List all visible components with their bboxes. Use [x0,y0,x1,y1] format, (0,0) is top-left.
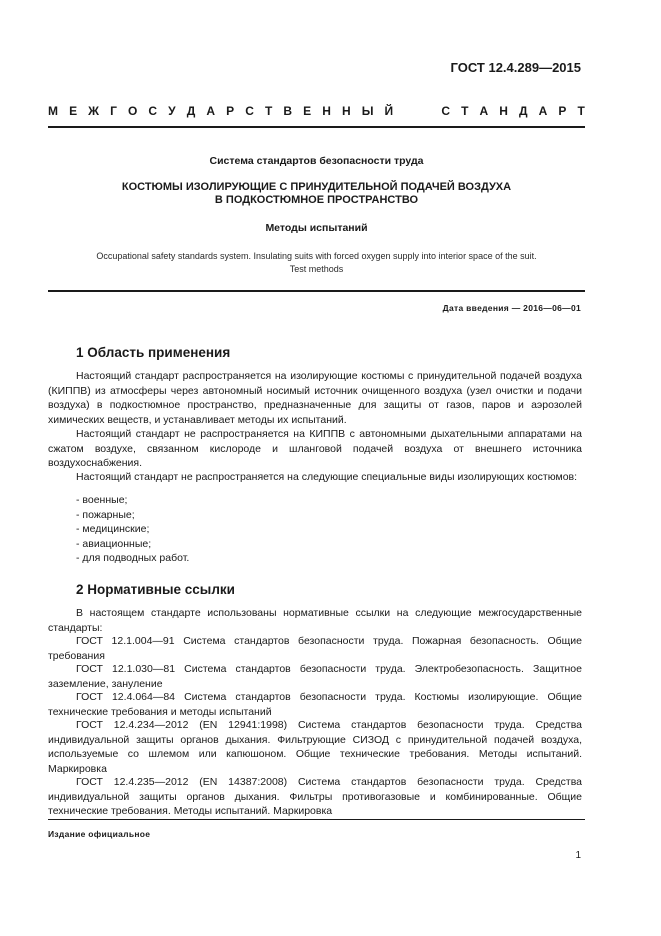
main-title-line1: КОСТЮМЫ ИЗОЛИРУЮЩИЕ С ПРИНУДИТЕЛЬНОЙ ПОДАЧЕЙ ВОЗДУХА [121,181,512,193]
list-item: - медицинские; [76,523,150,535]
methods-subtitle: Методы испытаний [265,222,368,234]
reference-gost-12-4-234: ГОСТ 12.4.234—2012 (EN 12941:1998) Система стандартов безопасности труда. Средства индивидуальной защиты органов дыхания. Фильтрующие СИЗОД с принудительной подачей воздуха, используемые со шлемом или капюшоном. Общие технические требования. Методы испытаний. Маркировка [48,719,582,775]
banner-letter: Д [519,104,528,118]
banner-letter: С [148,104,158,118]
top-rule [48,126,585,128]
banner-letter: С [441,104,450,118]
edition-note: Издание официальное [48,829,151,839]
banner-letter: М [48,104,58,118]
main-title-line2: В ПОДКОСТЮМНОЕ ПРОСТРАНСТВО [214,194,419,206]
section1-paragraph3: Настоящий стандарт не распространяется на следующие специальные виды изолирующих костюмов: [76,471,578,483]
main-title [48,181,585,207]
reference-gost-12-1-004: ГОСТ 12.1.004—91 Система стандартов безопасности труда. Пожарная безопасность. Общие требования [48,635,582,662]
reference-gost-12-4-235: ГОСТ 12.4.235—2012 (EN 14387:2008) Система стандартов безопасности труда. Средства индивидуальной защиты органов дыхания. Фильтры противогазовые и комбинированные. Общие технические требования. Методы испытаний. Маркировка [48,776,582,817]
page-number: 1 [575,850,581,861]
banner-letter: С [245,104,254,118]
section2-paragraph1: В настоящем стандарте использованы нормативные ссылки на следующие межгосударственные стандарты: [48,607,582,634]
banner-letter: Р [226,104,235,118]
banner-letter: А [538,104,548,118]
banner-letter: Т [461,104,469,118]
banner-letter: Й [384,104,394,118]
banner-letter: Т [577,104,585,118]
banner-gap [404,104,430,120]
banner-letter: О [128,104,138,118]
banner-letter: А [479,104,489,118]
banner-letter: Ж [88,104,100,118]
english-title [48,250,585,276]
banner-letter: Ы [361,104,374,118]
banner-letter: В [283,104,293,118]
banner-letter: Р [558,104,567,118]
english-title-line1: Occupational safety standards system. Insulating suits with forced oxygen supply into interior space of the suit. [96,251,537,261]
section2-heading: 2 Нормативные ссылки [76,582,235,597]
section1-paragraph1: Настоящий стандарт распространяется на изолирующие костюмы с принудительной подачей воздуха (КИППВ) из атмосферы через автономный носимый источник очищенного воздуха (узел очистки и подачи воздуха) в подкостюмное пространство, предназначенные для защиты от газов, паров и аэрозолей химических веществ, и устанавливает методы их испытаний. [48,370,582,426]
banner-letter: Г [110,104,117,118]
list-item: - пожарные; [76,509,135,521]
system-title: Система стандартов безопасности труда [209,155,424,167]
banner-letter: Д [186,104,196,118]
banner-letter: А [206,104,216,118]
banner-letter: У [168,104,176,118]
banner-letter: Е [303,104,312,118]
banner-letter: Н [322,104,331,118]
introduction-date: Дата введения — 2016—06—01 [442,303,581,313]
english-title-line2: Test methods [289,264,344,274]
list-item: - для подводных работ. [76,552,190,564]
banner-letter: Н [499,104,508,118]
banner-letter: Н [341,104,351,118]
footer-rule [48,819,585,820]
section1-paragraph2: Настоящий стандарт не распространяется на КИППВ с автономными дыхательными аппаратами на сжатом воздухе, связанном кислороде и шланговой подачей воздуха от внешнего источника воздухоснабжения. [48,428,582,469]
banner-letter: Т [264,104,273,118]
document-number: ГОСТ 12.4.289—2015 [450,60,581,75]
reference-gost-12-1-030: ГОСТ 12.1.030—81 Система стандартов безопасности труда. Электробезопасность. Защитное заземление, зануление [48,663,582,690]
interstate-standard-banner [48,104,585,120]
section1-heading: 1 Область применения [76,345,231,360]
list-item: - авиационные; [76,538,152,550]
title-rule [48,290,585,292]
reference-gost-12-4-064: ГОСТ 12.4.064—84 Система стандартов безопасности труда. Костюмы изолирующие. Общие технические требования и методы испытаний [48,691,582,718]
list-item: - военные; [76,494,128,506]
banner-letter: Е [69,104,78,118]
